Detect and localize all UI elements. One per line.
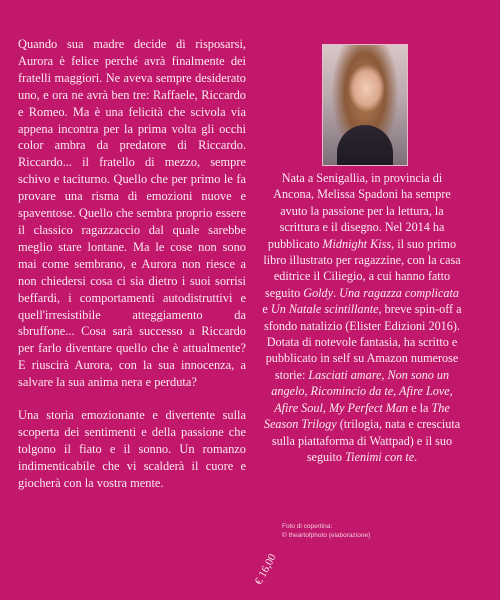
book-title: Una ragazza complicata: [339, 285, 459, 300]
bio-text: Nata a Senigallia, in provincia di Ancona, Melissa Spadoni ha sempre avuto la passione per la lettura, la scrittura e il disegno. Nel 2014 ha pubblicato: [267, 171, 451, 251]
book-title: The Season Trilogy: [263, 400, 450, 432]
bio-text: e la: [408, 400, 432, 415]
credit-source: © theartofphoto (elaborazione): [282, 532, 371, 539]
bio-text: (trilogia, nata e cresciuta sulla piattaforma di Wattpad) e il suo seguito: [271, 417, 461, 464]
photo-credit: [282, 522, 422, 540]
synopsis-paragraph-1: Quando sua madre decide di risposarsi, Aurora è felice perché avrà finalmente dei fratelli maggiori. Ne aveva sempre desiderato uno, e ora ne avrà ben tre: Raffaele, Riccardo e Romeo. Ma è una felicità che scivola via appena incontra per la prima volta gli occhi color ambra da predatore di Riccardo. Riccardo... il fratello di mezzo, sempre schivo e taciturno. Quello che per primo le fa provare una risma di emozioni nuove e spaventose. Quello che sembra proprio essere il classico ragazzaccio dal quale sarebbe meglio stare lontane. Ma le cose non sono mai come sembrano, e Aurora non riesce a non chiedersi cosa ci sia dietro i suoi sorrisi beffardi, i comportamenti autodistruttivi e quell'irresistibile atteggiamento da sbruffone... Cosa sarà successo a Riccardo per farlo diventare quello che è attualmente? E riuscirà Aurora, con la sua innocenza, a salvare la sua anima nera e perduta?: [18, 37, 246, 390]
book-title: Goldy: [303, 285, 334, 300]
book-title: Lasciati amare, Non sono un angelo, Ricomincio da te, Afire Love, Afire Soul, My Perfect Man: [271, 367, 453, 415]
bio-text: .: [333, 285, 340, 300]
bio-text: .: [414, 449, 418, 464]
bio-text: , il suo primo libro illustrato per ragazzine, con la casa editrice il Ciliegio, a cui hanno fatto seguito: [263, 236, 461, 300]
bio-text: e: [262, 302, 271, 317]
author-bio: [262, 170, 462, 465]
price-label: € 16,00: [252, 552, 279, 587]
book-title: Tienimi con te: [345, 449, 415, 464]
synopsis-paragraph-2: Una storia emozionante e divertente sulla scoperta dei sentimenti e della passione che tolgono il fiato e il sonno. Un romanzo indimenticabile che vi scalderà il cuore e giocherà con la vostra mente.: [18, 408, 246, 490]
synopsis-column: [18, 36, 246, 492]
bio-text: , breve spin-off a sfondo natalizio (Elister Edizioni 2016). Dotata di notevole fantasia, ha scritto e pubblicato in self su Amazon numerose storie:: [264, 302, 462, 382]
credit-label: Foto di copertina:: [282, 523, 333, 530]
book-title: Un Natale scintillante: [270, 302, 379, 317]
book-title: Midnight Kiss: [322, 236, 392, 251]
author-photo: [322, 44, 408, 166]
